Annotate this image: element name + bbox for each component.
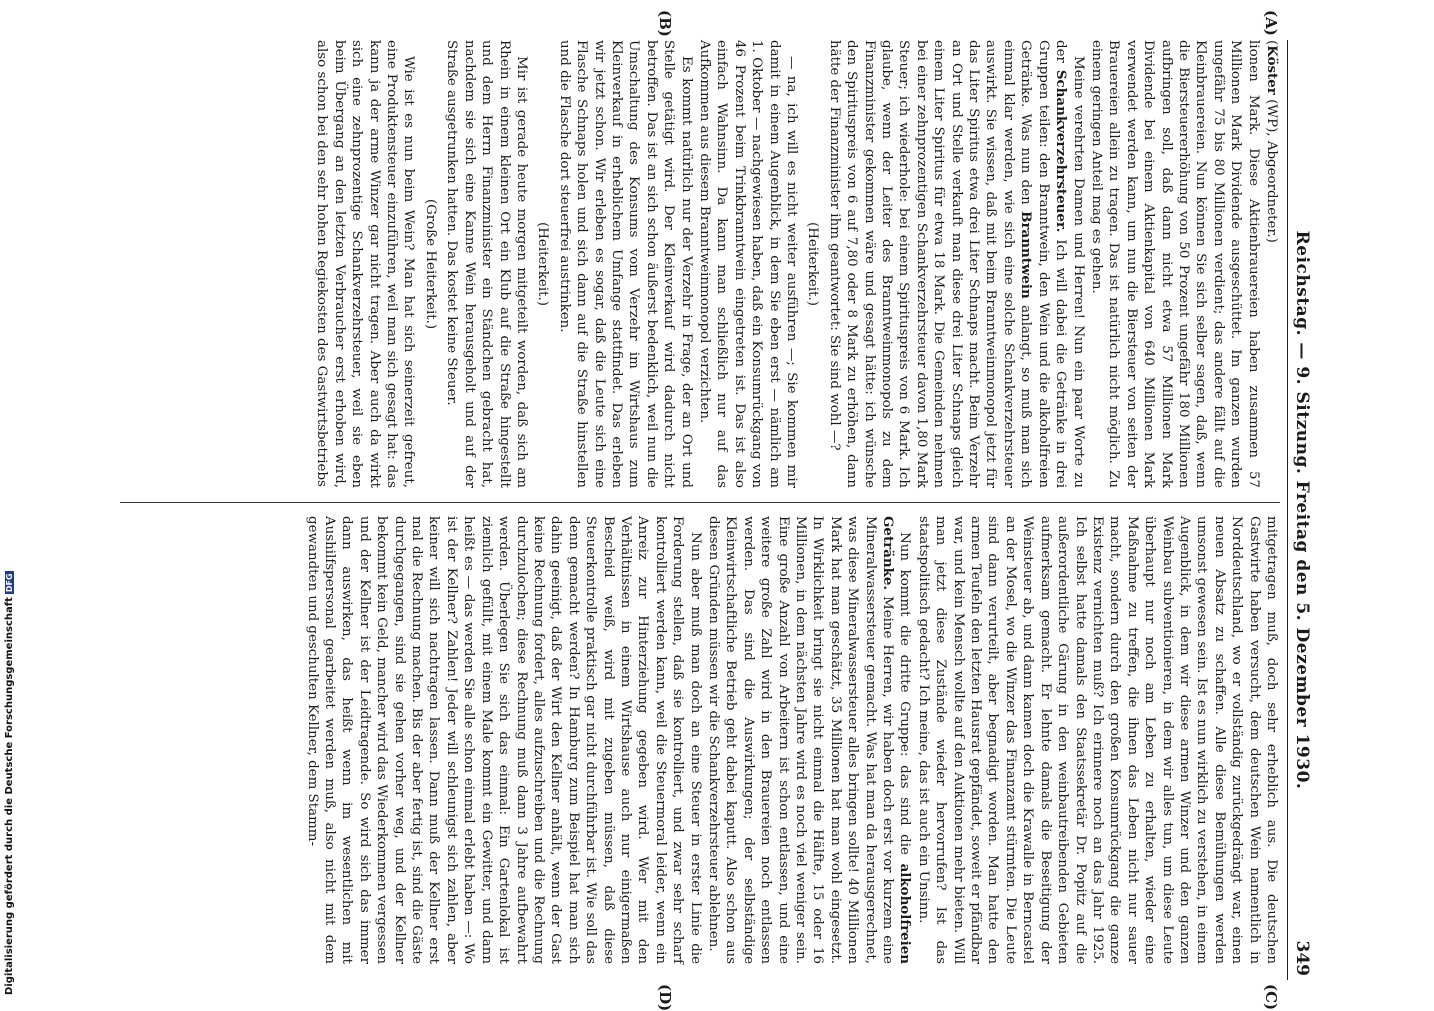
paragraph: — na, ich will es nicht weiter ausführen —; Sie kommen mir damit in einem Augenblick, in dem Sie eben erst — nämlich am 1. Oktober — nachgewiesen haben, daß ein Konsumrückgang von 46 Prozent beim Trinkbranntwein eingetreten ist. Das ist also einfach Wahnsinn. Da kann man schließlich nur auf das Aufkommen aus diesem Branntweinmonopol verzichten. [697,40,800,488]
text-run: Nun kommt die dritte Gruppe: das sind die [897,532,913,855]
paragraph [705,516,914,964]
paragraph: Nun aber muß man doch an eine Steuer in erster Linie die Forderung stellen, daß sie kontrolliert, und zwar sehr scharf kontrolliert werden kann, weil die Steuermoral leider, wenn ein Anreiz zur Hinterziehung gegeben wird. Wer mit den Verhältnissen in einem Wirtshause auch nur einigermaßen Bescheid weiß, wird mit zugeben müssen, daß diese Steuerkontrolle praktisch gar nicht durchführbar ist. Wie soll das denn gemacht werden? In Hamburg zum Beispiel hat man sich dahin geeinigt, daß der Wirt den Kellner anhält, wenn der Gast keine Rechnung fordert, alles aufzuschreiben und die Rechnung durchzulochen; diese Rechnung muß dann 3 Jahre aufbewahrt werden. Überlegen Sie sich das einmal: Ein Gartenlokal ist ziemlich gefüllt, mit einem Male kommt ein Gewitter, und dann heißt es — das werden Sie alle schon einmal erlebt haben —: Wo ist der Kellner? Zahlen! Jeder will schleunigst sich zahlen, aber keiner will sich nachtragen lassen. Dann muß der Kellner erst mal die Rechnung machen. Bis der aber fertig ist, sind die Gäste durchgegangen, sind sie gehen vorher weg, und der Kellner bekommt kein Geld, mancher wird das Wiederkommen vergessen und der Kellner ist der Leidtragende. So wird sich das immer dann auswirken, das heißt wenn im wesentlichen mit Aushilfspersonal gearbeitet werden muß, also nicht mit dem gewandten und geschulten Kellner, dem Stamm- [304,516,703,964]
speaker-party: (WP), Abgeordneter.) [1264,99,1279,243]
paragraph: Es kommt natürlich nur der Verzehr in Frage, der an Ort und Stelle getätigt wird. Der Kleinverkauf wird dadurch nicht betroffen. Das ist an sich schon äußerst bedenklich, weil nun die Umschaltung des Konsums vom Verzehr im Wirtshaus zum Kleinverkauf in erheblichem Umfange stattfindet. Das erleben wir jetzt schon. Wir erleben es sogar, daß die Leute sich eine Flasche Schnaps holen und sich dann auf die Straße hinstellen und die Flasche dort steuerfrei austrinken. [556,40,694,488]
text-run: anlangt, so muß man sich einmal klar werden, wie sich eine solche Schankverzehrsteuer auswirkt. Sie wissen, daß mit beim Branntweinmonopol jetzt für das Liter Spiritus etwa drei Liter Schnaps macht. Beim Verzehr an Ort und Stelle verkauft man diese drei Liter Schnaps gleich einem Liter Spiritus für etwa 18 Mark. Die Gemeinden nehmen bei einer zehnprozentigen Schankverzehrsteuer davon 1,80 Mark Steuer; ich wiederhole: bei einem Spirituspreis von 6 Mark. Ich glaube, wenn der Leiter des Branntweinmonopols zu dem Finanzminister gekommen wäre und gesagt hätte: ich wünsche den Spirituspreis von 6 auf 7,80 oder 8 Mark zu erhöhen, dann hätte der Finanzminister ihm geantwortet: Sie sind wohl —? [826,40,1034,488]
page-number: 349 [1292,940,1312,976]
running-title: Reichstag. — 9. Sitzung. Freitag den 5. Dezember 1930. [1292,230,1312,790]
interjection: (Große Heiterkeit.) [422,198,438,330]
margin-marker-a: (A) [1262,10,1280,36]
text-run: Meine verehrten Damen und Herren! Nun ein paar Worte zu der [1053,40,1086,488]
bold-term: Schankverzehrsteuer. [1053,69,1070,233]
credit-text: Digitalisierung gefördert durch die Deutsche Forschungsgemeinschaft [4,597,15,995]
text-run: Ich will dabei die Getränke in drei Gruppen teilen: den Branntwein, den Wein und die alkoholfreien Getränke. Was nun den [1018,40,1069,488]
right-column [115,516,1280,964]
paragraph: (Köster (WP), Abgeordneter.) [1264,40,1280,243]
paragraph: lionen Mark. Diese Aktienbrauereien haben zusammen 57 Millionen Mark Dividende ausgeschüttet. Im ganzen wurden ungefähr 75 bis 80 Millionen verdient; das andere fällt auf die Kleinbrauereien. Nun können Sie sich selber sagen, daß, wenn die Biersteuererhöhung von 50 Prozent ungefähr 180 Millionen aufbringen soll, daß dann nicht etwa 57 Millionen Mark Dividende bei einem Aktienkapital von 640 Millionen Mark verwendet werden kann, um nun die Biersteuer von seiten der Brauereien allein zu tragen. Das ist natürlich nicht möglich. Zu einem geringen Anteil mag es gehen. [1088,40,1261,488]
bold-term: alkoholfreien Getränke. [880,516,914,964]
left-column [115,40,1280,488]
speaker-name: Köster [1264,45,1280,95]
dfg-logo: DFG [5,573,14,593]
digitization-credit [4,573,18,995]
rotated-page-content [104,10,1314,1011]
margin-marker-c: (C) [1262,984,1280,1011]
paragraph [825,40,1086,488]
paragraph: Wie ist es nun beim Wein? Man hat sich seinerzeit gefreut, eine Produktensteuer einzuführen, weil man sich gesagt hat: das kann ja der arme Winzer gar nicht tragen. Aber auch da wirkt sich eine zehnprozentige Schankverzehrsteuer, weil sie eben beim Übergang an den letzten Verbraucher erst erhoben wird, also schon bei den sehr hohen Regiekosten des Gastwirtsbetriebs [314,40,417,488]
margin-marker-d: (D) [656,984,674,1011]
paragraph: mitgetragen muß, doch sehr erheblich aus. Die deutschen Gastwirte haben versucht, dem deutschen Wein namentlich in Norddeutschland, wo er vollständig zurückgedrängt war, einen neuen Absatz zu schaffen. Alle diese Bemühungen werden umsonst gewesen sein. Ist es nun wirklich zu verstehen, in einem Augenblick, in dem wir diese armen Winzer und den ganzen Weinbau subventionieren, in dem wir alles tun, um diese Leute überhaupt nur noch am Leben zu erhalten, wieder eine Maßnahme zu treffen, die ihnen das Leben nicht nur sauer macht, sondern durch den großen Konsumrückgang die ganze Existenz vernichten muß? Ich erinnere noch an das Jahr 1925. Ich selbst hatte damals den Staatssekretär Dr. Popitz auf die außerordentliche Gärung in den weinbautreibenden Gebieten aufmerksam gemacht. Er lehnte damals die Beseitigung der Weinsteuer ab, und dann kamen doch die Krawalle in Berncastel an der Mosel, wo die Winzer das Finanzamt stürmten. Die Leute sind dann verurteilt, aber begnadigt worden. Man hatte den armen Teufeln den letzten Hausrat gepfändet, soweit er pfändbar war, und kein Mensch wollte auf den Auktionen mehr bieten. Will man jetzt diese Zustände wieder hervorrufen? Ist das staatspolitisch gedacht? Ich meine, das ist auch ein Unsinn. [915,516,1279,964]
text-run: Meine Herren, wir haben doch erst vor kurzem eine Mineralwassersteuer gemacht. Was hat man da herausgerechnet, was diese Mineralwassersteuer alles bringen sollte! 40 Millionen Mark hat man geschätzt, 35 Millionen hat man wohl eingesetzt. In Wirklichkeit bringt sie nicht einmal die Hälfte, 15 oder 16 Millionen, in dem nächsten Jahre wird es noch viel weniger sein. Eine große Anzahl von Arbeitern ist schon entlassen, und eine weitere große Zahl wird in den Brauereien noch entlassen werden. Das sind die Auswirkungen; der selbständige Kleinwirtschaftliche Betrieb geht dabei kaputt. Also schon aus diesen Gründen müssen wir die Schankverzehrsteuer ablehnen. [706,516,896,964]
interjection: (Heiterkeit.) [535,222,551,306]
credit-text-rotated [4,573,15,995]
interjection: (Heiterkeit.) [805,222,821,306]
page-header [1287,40,1314,980]
bold-term: Branntwein [1018,211,1035,299]
margin-marker-b: (B) [656,10,674,37]
paragraph: Mir ist gerade heute morgen mitgeteilt worden, daß sich am Rhein in einem kleinen Ort ein Klub auf die Straße hingestellt und dem Herrn Finanzminister ein Ständchen gebracht hat, nachdem sie sich eine Kanne Wein herausgeholt und auf der Straße ausgetrunken hatten. Das kostet keine Steuer. [444,40,529,488]
column-divider [120,502,1280,503]
